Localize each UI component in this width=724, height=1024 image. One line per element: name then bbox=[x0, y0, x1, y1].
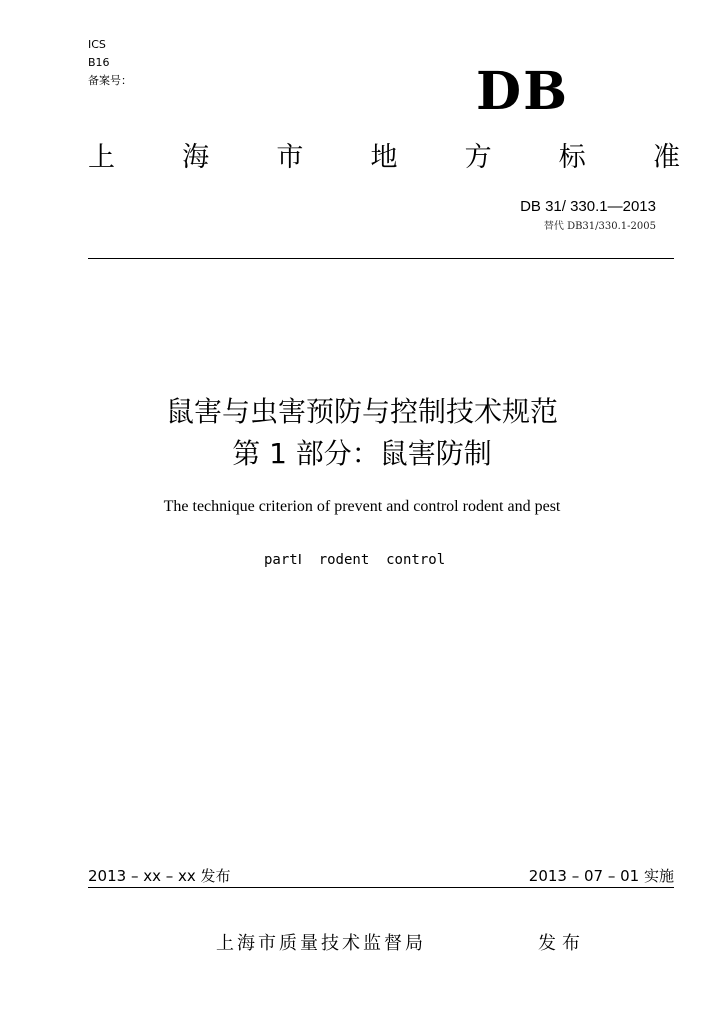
standard-type-char: 地 bbox=[370, 142, 398, 173]
ics-label: ICS bbox=[88, 38, 106, 51]
standard-type-char: 准 bbox=[652, 142, 680, 173]
standard-type-char: 方 bbox=[464, 142, 492, 173]
standard-type-title bbox=[88, 140, 680, 176]
standard-type-char: 海 bbox=[182, 142, 210, 173]
issuing-authority: 上海市质量技术监督局 bbox=[216, 933, 426, 954]
standard-type-char: 市 bbox=[276, 142, 304, 173]
standard-number: DB 31/ 330.1—2013 bbox=[520, 198, 656, 215]
header-divider bbox=[88, 258, 674, 259]
db-logo: DB bbox=[476, 61, 570, 122]
document-title-line1: 鼠害与虫害预防与控制技术规范 bbox=[165, 395, 558, 428]
standard-type-char: 标 bbox=[558, 142, 586, 173]
replaced-standard: 替代 DB31/330.1-2005 bbox=[543, 221, 656, 232]
standard-type-char: 上 bbox=[88, 142, 115, 173]
footer-divider bbox=[88, 887, 674, 888]
english-subtitle: partⅠ rodent control bbox=[264, 552, 446, 568]
issue-date: 2013 – xx – xx 发布 bbox=[88, 867, 231, 885]
issue-label: 发布 bbox=[538, 933, 586, 954]
effective-date: 2013 – 07 – 01 实施 bbox=[528, 867, 674, 885]
english-title: The technique criterion of prevent and control rodent and pest bbox=[163, 498, 561, 515]
document-title-line2: 第 1 部分：鼠害防制 bbox=[232, 437, 492, 470]
classification-code: B16 bbox=[88, 56, 110, 69]
filing-number-label: 备案号： bbox=[88, 74, 132, 87]
